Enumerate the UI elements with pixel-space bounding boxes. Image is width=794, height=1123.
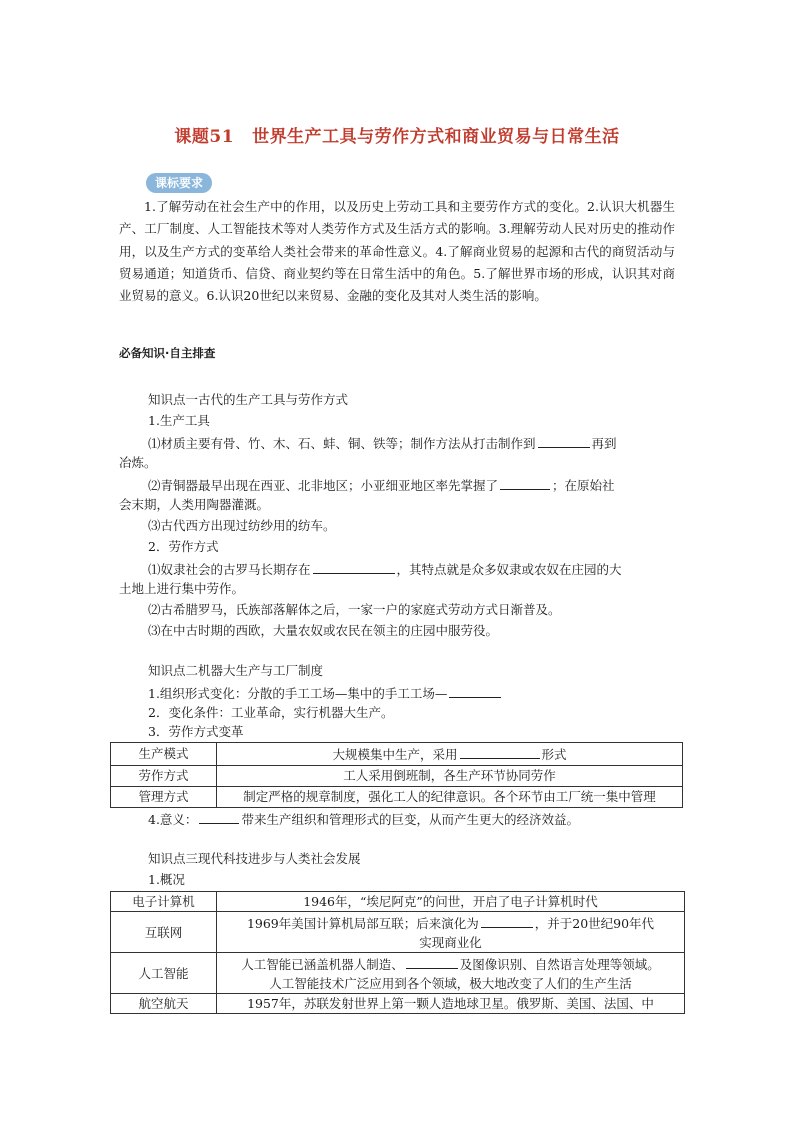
lesson-title: 世界生产工具与劳作方式和商业贸易与日常生活 xyxy=(252,127,620,147)
tech-progress-table xyxy=(110,891,685,1014)
kp1-labor-1-cont: 土地上进行集中劳作。 xyxy=(119,581,245,596)
table-row xyxy=(111,766,683,787)
kp2-line-3: 3．劳作方式变革 xyxy=(148,724,244,739)
kp1-title: 知识点一古代的生产工具与劳作方式 xyxy=(148,392,349,407)
kp2-line-4: 4.意义： 带来生产组织和管理形式的巨变，从而产生更大的经济效益。 xyxy=(119,808,708,830)
fill-blank[interactable] xyxy=(481,912,533,928)
kp1-labor-2: ⑵古希腊罗马，氏族部落解体之后，一家一户的家庭式劳动方式日渐普及。 xyxy=(148,602,561,617)
kp2-title: 知识点二机器大生产与工厂制度 xyxy=(148,663,324,678)
table-row xyxy=(111,892,685,912)
table-row-head: 劳作方式 xyxy=(111,766,217,787)
table-cell: 人工智能已涵盖机器人制造、 及图像识别、自然语言处理等领域。 人工智能技术广泛应用到各个领域，极大地改变了人们的生产生活 xyxy=(217,953,685,994)
table-row-head: 人工智能 xyxy=(111,953,217,994)
table-row xyxy=(111,994,685,1014)
kp1-labor-1: ⑴奴隶社会的古罗马长期存在 ，其特点就是众多奴隶或农奴在庄园的大 xyxy=(119,558,708,580)
table-cell: 工人采用倒班制，各生产环节协同劳作 xyxy=(217,766,683,787)
labor-change-table xyxy=(110,742,683,808)
fill-blank[interactable] xyxy=(460,743,540,759)
kp2-line-1: 1.组织形式变化：分散的手工工场—集中的手工工场— xyxy=(119,682,708,704)
table-row-head: 管理方式 xyxy=(111,787,217,808)
section-heading: 必备知识·自主排查 xyxy=(119,346,216,360)
table-cell: 大规模集中生产，采用 形式 xyxy=(217,743,683,766)
kp1-heading-tools: 1.生产工具 xyxy=(148,413,210,428)
kp1-item-3: ⑶古代西方出现过纺纱用的纺车。 xyxy=(148,518,336,533)
requirements-badge: 课标要求 xyxy=(146,173,212,193)
table-cell: 1969年美国计算机局部互联；后来演化为 ，并于20世纪90年代 实现商业化 xyxy=(217,912,685,953)
table-cell: 1957年，苏联发射世界上第一颗人造地球卫星。俄罗斯、美国、法国、中 xyxy=(217,994,685,1014)
lesson-number: 课题51 xyxy=(174,127,235,147)
fill-blank[interactable] xyxy=(406,953,458,969)
table-row-head: 航空航天 xyxy=(111,994,217,1014)
fill-blank[interactable] xyxy=(500,474,550,490)
page-title xyxy=(0,122,794,147)
kp2-line-2: 2．变化条件：工业革命，实行机器大生产。 xyxy=(148,705,394,720)
table-row xyxy=(111,787,683,808)
requirements-text: 1.了解劳动在社会生产中的作用，以及历史上劳动工具和主要劳作方式的变化。2.认识大机器生产、工厂制度、人工智能技术等对人类劳作方式及生活方式的影响。3.理解劳动人民对历史的推动作用，以及生产方式的变革给人类社会带来的革命性意义。4.了解商业贸易的起源和古代的商贸活动与贸易通道；知道货币、信贷、商业契约等在日常生活中的角色。5.了解世界市场的形成，认识其对商业贸易的意义。6.认识20世纪以来贸易、金融的变化及其对人类生活的影响。 xyxy=(119,199,675,304)
table-row xyxy=(111,953,685,994)
kp3-heading: 1.概况 xyxy=(148,872,185,887)
table-row xyxy=(111,743,683,766)
fill-blank[interactable] xyxy=(313,558,395,574)
table-row-head: 电子计算机 xyxy=(111,892,217,912)
table-row-head: 互联网 xyxy=(111,912,217,953)
kp1-item-1: ⑴材质主要有骨、竹、木、石、蚌、铜、铁等；制作方法从打击制作到 再到 xyxy=(119,432,708,454)
table-row xyxy=(111,912,685,953)
table-cell: 制定严格的规章制度，强化工人的纪律意识。各个环节由工厂统一集中管理 xyxy=(217,787,683,808)
fill-blank[interactable] xyxy=(538,432,590,448)
table-row-head: 生产模式 xyxy=(111,743,217,766)
fill-blank[interactable] xyxy=(199,808,239,824)
kp1-item-1-cont: 冶炼。 xyxy=(119,455,157,470)
kp1-item-2: ⑵青铜器最早出现在西亚、北非地区；小亚细亚地区率先掌握了 ；在原始社 xyxy=(119,474,708,496)
table-cell: 1946年，“埃尼阿克”的问世，开启了电子计算机时代 xyxy=(217,892,685,912)
kp3-title: 知识点三现代科技进步与人类社会发展 xyxy=(148,851,361,866)
kp1-item-2-cont: 会末期，人类用陶器灌溉。 xyxy=(119,497,270,512)
fill-blank[interactable] xyxy=(449,682,501,698)
kp1-labor-3: ⑶在中古时期的西欧，大量农奴或农民在领主的庄园中服劳役。 xyxy=(148,623,499,638)
kp1-heading-labor: 2．劳作方式 xyxy=(148,539,219,554)
